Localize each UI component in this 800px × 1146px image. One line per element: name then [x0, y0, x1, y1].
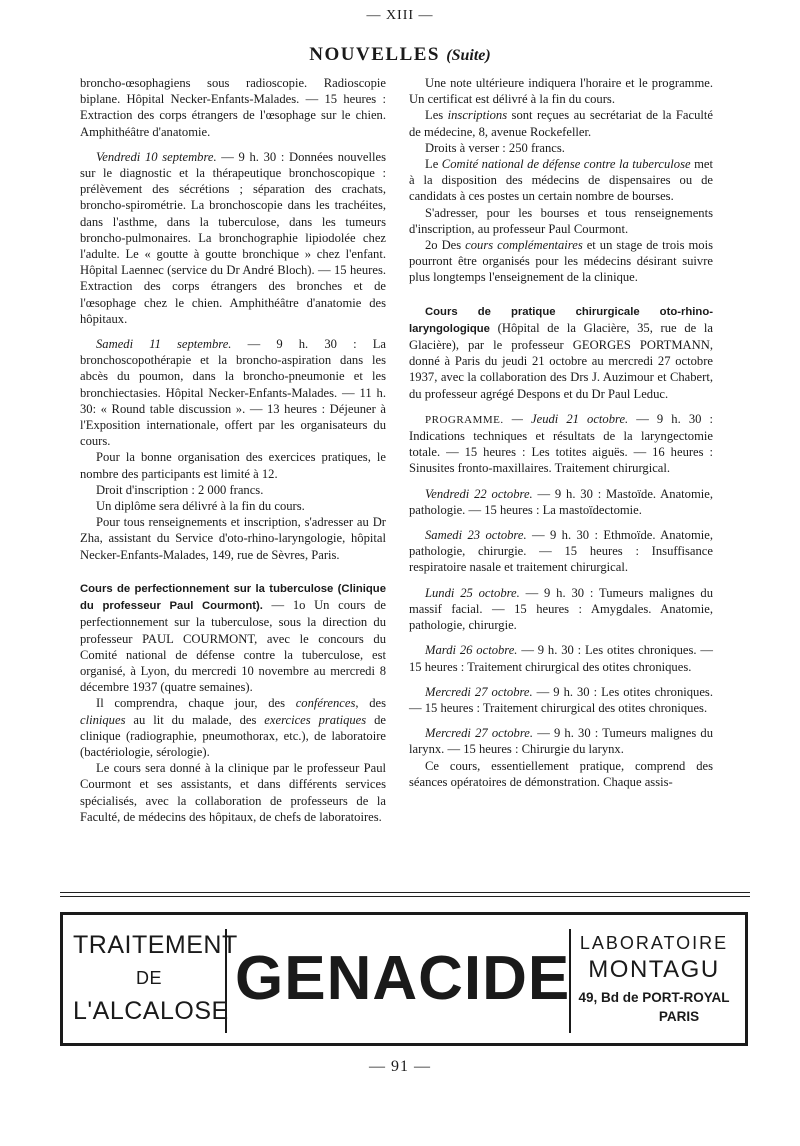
text-run: conférences [295, 696, 356, 711]
session-date: Lundi 25 octobre. [425, 585, 520, 600]
text-run: met à la disposition des médecins de dispensaires ou de candidats à ces postes un certain nombre de bourses. [409, 157, 713, 204]
section-title-text: NOUVELLES [309, 44, 440, 65]
ad-lab-city: PARIS [658, 1009, 700, 1024]
text-run: au lit du malade, des [125, 712, 265, 727]
text-run: de clinique (radiographie, pneumothorax, etc.), de laboratoire (bactériologie, sérologie). [80, 712, 386, 759]
text-run: Il comprendra, chaque jour, des [96, 696, 296, 711]
ad-lab-name: MONTAGU [588, 956, 720, 983]
paragraph [409, 684, 713, 716]
text-run: cours complémentaires [465, 238, 583, 253]
section-title [0, 44, 800, 66]
ad-brand-name: GENACIDE [235, 944, 571, 1013]
paragraph: Droit d'inscription : 2 000 francs. [96, 482, 264, 497]
paragraph [409, 585, 713, 634]
paragraph: Pour la bonne organisation des exercices pratiques, le nombre des participants est limité à 12. [80, 450, 386, 481]
session-date: Samedi 23 octobre. [425, 528, 527, 543]
ad-indication-line: TRAITEMENT [73, 931, 238, 959]
text-run: 2o Des [425, 238, 466, 253]
ad-lab-line: LABORATOIRE [579, 933, 729, 953]
paragraph [409, 303, 713, 402]
text-run: Comité national de défense contre la tuberculose [441, 157, 691, 172]
program-label: PROGRAMME. [425, 413, 504, 426]
paragraph: S'adresser, pour les bourses et tous renseignements d'inscription, au professeur Paul Courmont. [409, 205, 713, 236]
paragraph [409, 642, 713, 674]
session-text: — 9 h. 30 : Données nouvelles sur le diagnostic et la thérapeutique bronchoscopique : prélèvement des sécrétions ; séparation des crachats, broncho-spirométrie. La bronchoscopie dans les trachéites, dans l'asthme, dans la tuberculose, dans les tumeurs broncho-pulmonaires. La bronchographie lipiodolée chez l'adulte. Le « goutte à goutte bronchique » chez l'enfant. Hôpital Laennec (service du Dr André Bloch). — 15 heures. Extraction des corps étrangers des bronches et de l'œsophage chez le chien. Amphithéâtre d'anatomie des hôpitaux. [80, 149, 386, 326]
paragraph [80, 580, 386, 695]
text-run: Les [425, 108, 448, 123]
ad-lab-address: 49, Bd de PORT-ROYAL [578, 990, 730, 1005]
paragraph [409, 156, 713, 205]
advertisement-box [60, 912, 748, 1046]
text-run: cliniques [80, 712, 126, 727]
course-title: Cours de pratique chirurgicale oto-rhino-laryngologique [409, 305, 713, 335]
session-text: — 9 h. 30 : Les otites chroniques. — 15 heures : Traitement chirurgical des otites chroniques. [409, 684, 713, 715]
course-text: — 1o Un cours de perfectionnement sur la tuberculose, sous la direction du professeur PAUL COURMONT, avec le concours du Comité national de défense contre la tuberculose, est organisé, à Lyon, du mercredi 10 novembre au mercredi 8 décembre 1937 (quatre semaines). [80, 598, 386, 695]
paragraph: Un diplôme sera délivré à la fin du cours. [96, 499, 305, 514]
divider-rule [60, 892, 750, 893]
text-run: , des [355, 696, 386, 711]
section-title-suffix: (Suite) [446, 47, 491, 64]
ad-indication-line: DE [135, 968, 162, 988]
session-text: — 9 h. 30 : Mastoïde. Anatomie, pathologie. — 15 heures : La mastoïdectomie. [409, 486, 713, 517]
left-column [80, 75, 386, 825]
paragraph: broncho-œsophagiens sous radioscopie. Radioscopie biplane. Hôpital Necker-Enfants-Malades. — 15 heures : Extraction des corps étrangers de l'œsophage sur le chien. Amphithéâtre d'anatomie. [80, 76, 386, 139]
session-date: Mardi 26 octobre. [425, 643, 518, 658]
paragraph [80, 149, 386, 327]
paragraph: Pour tous renseignements et inscription, s'adresser au Dr Zha, assistant du Service d'oto-rhino-laryngologie, hôpital Necker-Enfants-Malades, 149, rue de Sèvres, Paris. [80, 515, 386, 562]
text-run: exercices pratiques [264, 712, 367, 727]
paragraph [409, 527, 713, 576]
paragraph [409, 237, 713, 286]
session-date: Mercredi 27 octobre. [425, 684, 533, 699]
session-date: Vendredi 22 octobre. [425, 486, 533, 501]
ad-indication [73, 929, 238, 1033]
paragraph: Une note ultérieure indiquera l'horaire et le programme. Un certificat est délivré à la fin du cours. [409, 76, 713, 107]
session-text: — 9 h. 30 : Indications techniques et résultats de la laryngectomie totale. — 15 heures : Les totites aiguës. — 16 heures : Sinusites fronto-maxillaires. Traitement chirurgical. [409, 411, 714, 476]
session-text: — 9 h. 30 : La bronchoscopothérapie et la broncho-aspiration dans les abcès du poumon, dans la broncho-pneumonie et les bronchiectasies. Hôpital Necker-Enfants-Malades. — 11 h. 30: « Round table discussion ». — 13 heures : Déjeuner à l'Exposition internationale, offert par les organisateurs du cours. [80, 337, 386, 449]
session-text: — 9 h. 30 : Les otites chroniques. — 15 heures : Traitement chirurgical des otites chroniques. [409, 643, 714, 674]
paragraph [409, 725, 713, 757]
paragraph [409, 411, 713, 477]
session-date: Vendredi 10 septembre. [96, 149, 217, 164]
session-date: Samedi 11 septembre. [96, 337, 232, 352]
text-run: Le [425, 157, 442, 172]
paragraph [409, 486, 713, 518]
session-text: — 9 h. 30 : Tumeurs malignes du larynx. — 15 heures : Chirurgie du larynx. [409, 726, 713, 757]
ad-laboratory [569, 929, 737, 1033]
paragraph: Droits à verser : 250 francs. [425, 140, 565, 155]
session-text: — 9 h. 30 : Tumeurs malignes du massif facial. — 15 heures : Amygdales. Anatomie, pathologie, chirurgie. [409, 585, 713, 633]
paragraph [80, 336, 386, 449]
text-run: et un stage de trois mois pourront être organisés pour les médecins désirant suivre plus longtemps l'enseignement de la clinique. [409, 238, 713, 285]
text-run: sont reçues au secrétariat de la Faculté de médecine, 8, avenue Rockefeller. [409, 108, 713, 139]
session-date: Mercredi 27 octobre. [425, 726, 534, 741]
divider-rule [60, 896, 750, 897]
course-text: (Hôpital de la Glacière, 35, rue de la Glacière), par le professeur GEORGES PORTMANN, donné à Paris du jeudi 21 octobre au mercredi 27 octobre 1937, avec la collaboration des Drs J. Auzimour et Chabert, du professeur agrégé Despons et du Dr Paul Leduc. [409, 320, 713, 401]
page-folio: — XIII — [366, 8, 434, 23]
page-number: — 91 — [369, 1058, 431, 1075]
paragraph [409, 107, 713, 139]
course-title: Cours de perfectionnement sur la tuberculose (Clinique du professeur Paul Courmont). [80, 582, 386, 613]
paragraph: Le cours sera donné à la clinique par le professeur Paul Courmont et ses assistants, et dans différents services spécialisés, avec la collaboration de professeurs de la Faculté, de médecins des hôpitaux, de chefs de laboratoires. [80, 761, 386, 824]
text-run: inscriptions [447, 108, 508, 123]
ad-indication-line: L'ALCALOSE [73, 997, 229, 1025]
session-text: — 9 h. 30 : Ethmoïde. Anatomie, pathologie, chirurgie. — 15 heures : Insuffisance respiratoire nasale et traitement chirurgical. [409, 528, 713, 575]
right-column [409, 75, 713, 790]
paragraph [80, 695, 386, 760]
paragraph: Ce cours, essentiellement pratique, comprend des séances opératoires de démonstration. Chaque assis- [409, 758, 713, 789]
session-date: — Jeudi 21 octobre. [503, 411, 629, 426]
